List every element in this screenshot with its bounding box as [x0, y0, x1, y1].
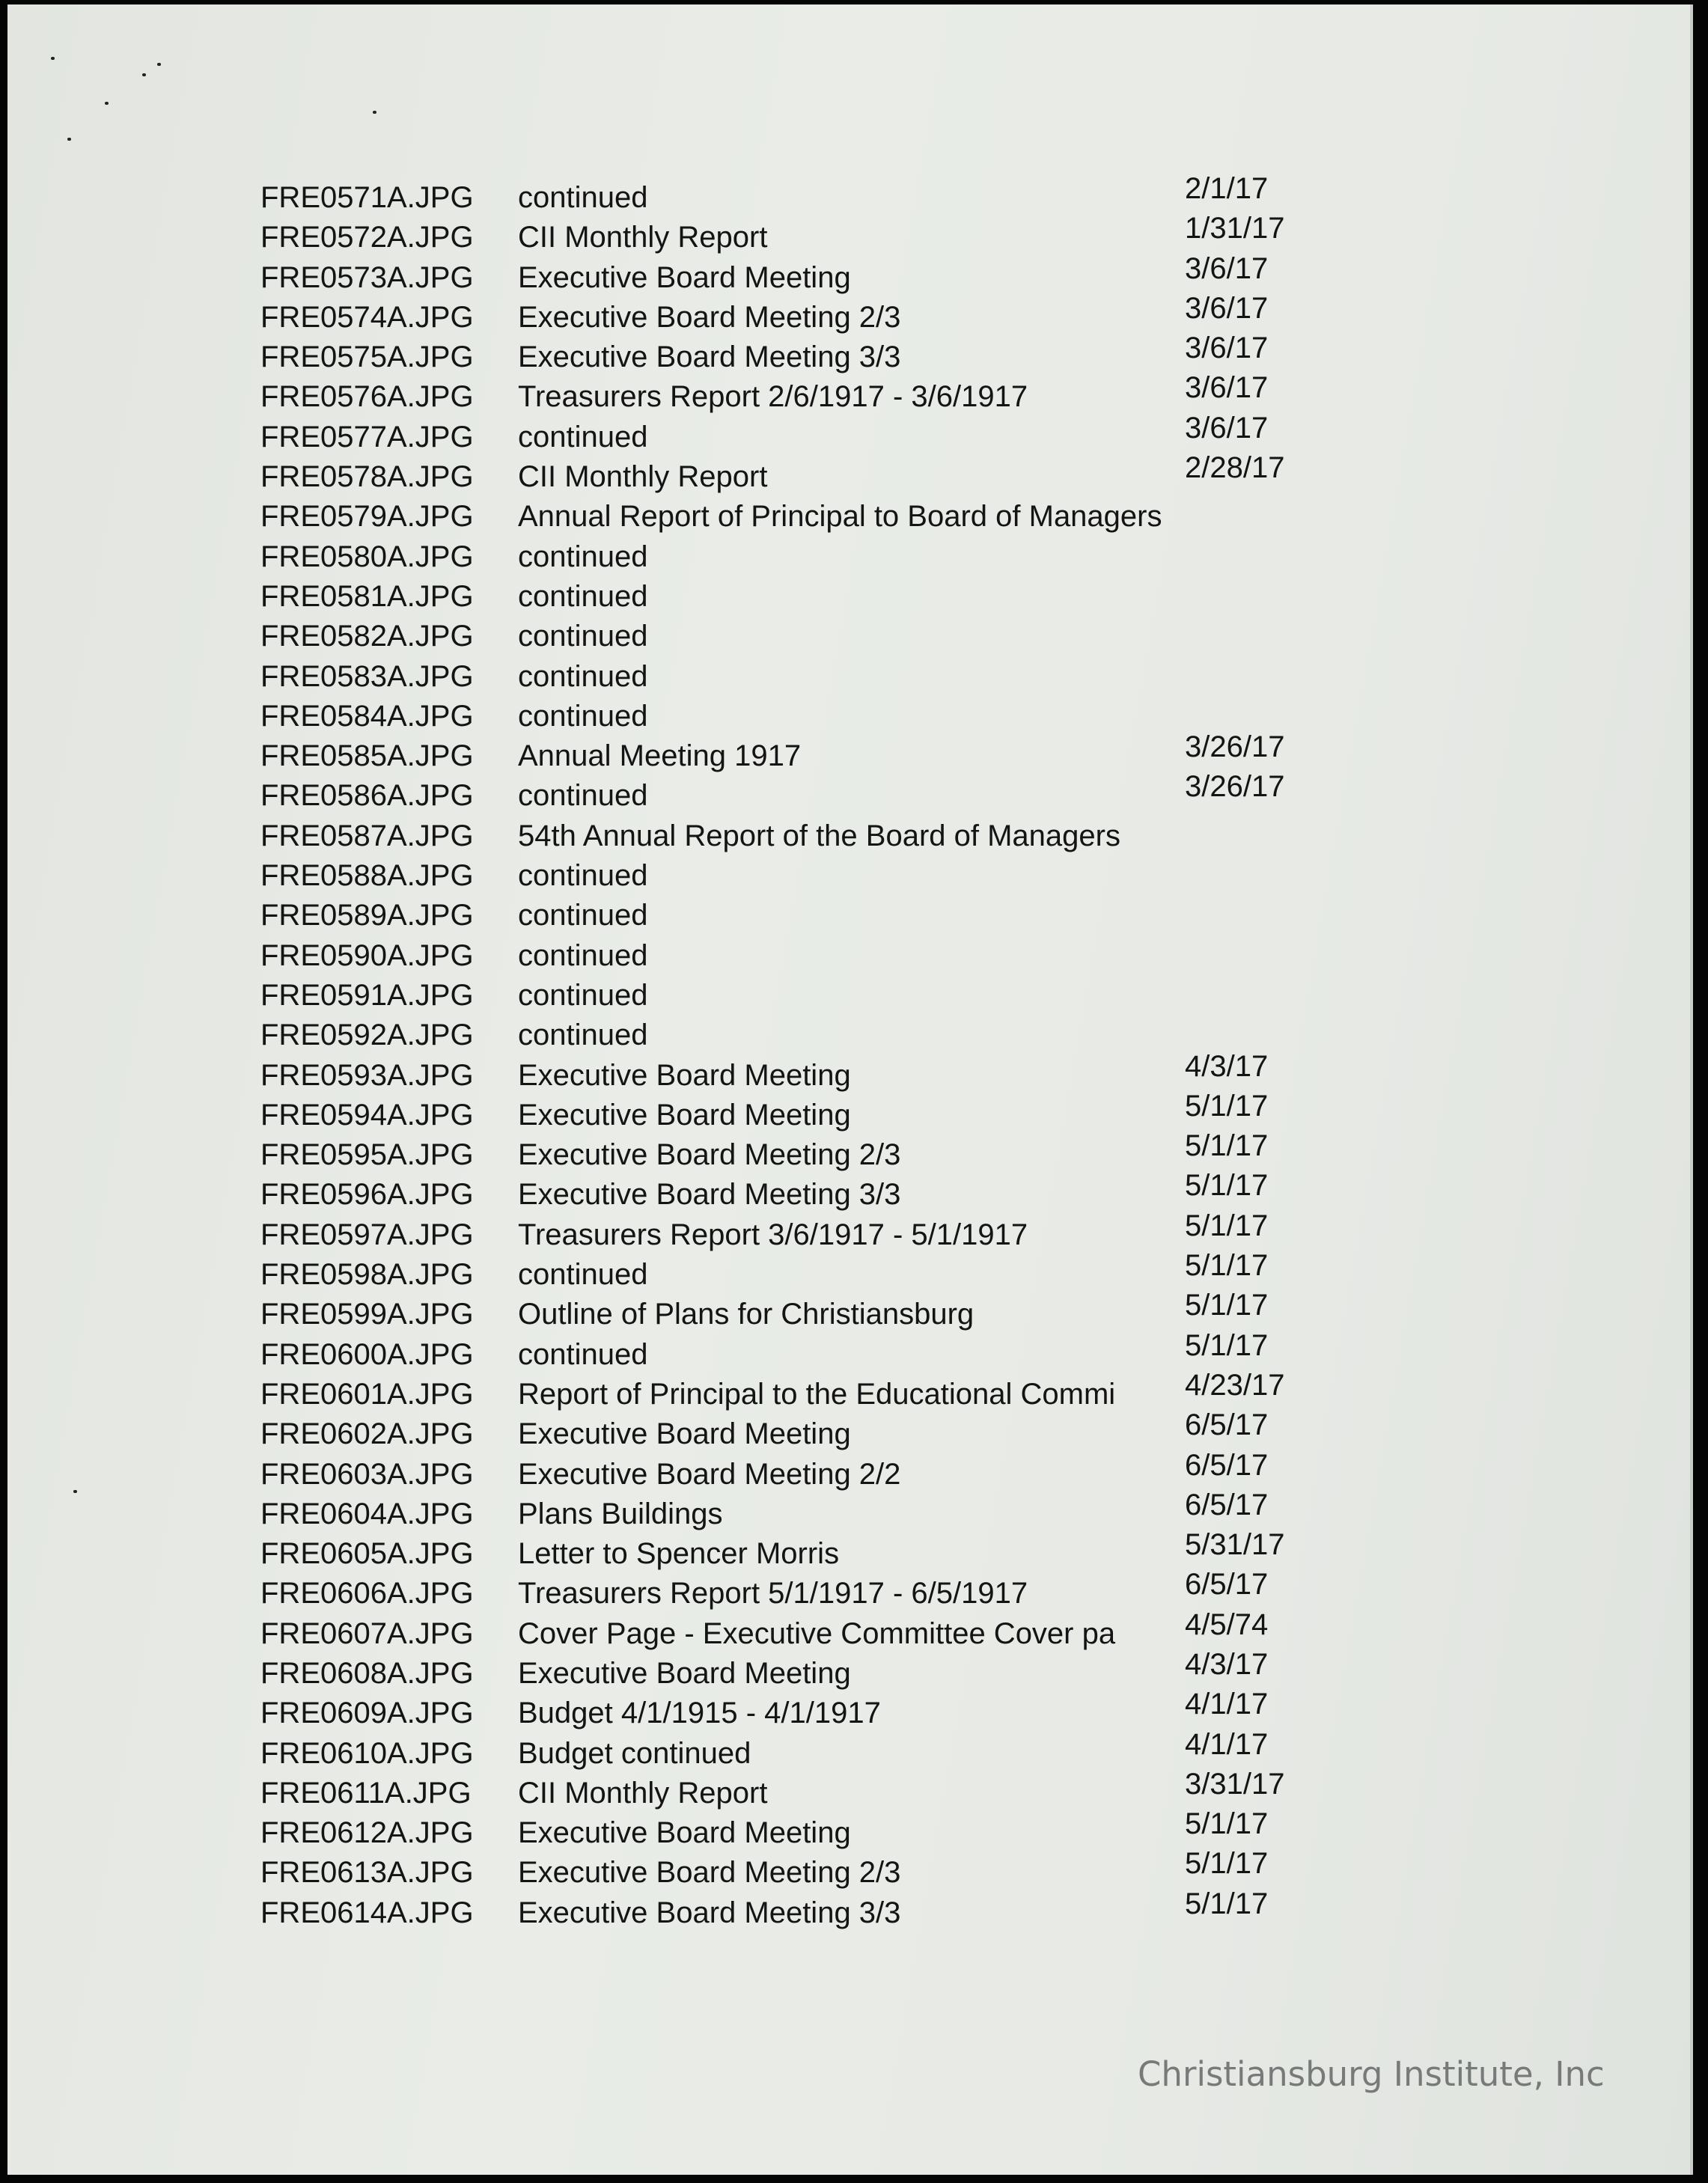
file-name: FRE0602A.JPG: [260, 1417, 474, 1451]
file-name: FRE0587A.JPG: [260, 819, 474, 852]
description: CII Monthly Report: [518, 1776, 768, 1810]
list-item: [260, 1807, 1323, 1853]
date: 3/26/17: [1185, 730, 1285, 764]
list-item: [260, 291, 1323, 338]
date: 4/5/74: [1185, 1608, 1269, 1641]
list-item: [260, 1488, 1323, 1534]
date: 4/3/17: [1185, 1049, 1269, 1083]
list-item: [260, 537, 1323, 577]
date: 5/1/17: [1185, 1169, 1269, 1203]
description: Executive Board Meeting: [518, 260, 851, 294]
list-item: [260, 212, 1323, 257]
file-name: FRE0578A.JPG: [260, 460, 474, 494]
description: Treasurers Report 2/6/1917 - 3/6/1917: [518, 380, 1028, 414]
file-name: FRE0576A.JPG: [260, 380, 474, 414]
date: 3/31/17: [1185, 1767, 1285, 1801]
file-name: FRE0592A.JPG: [260, 1019, 474, 1052]
list-item: [260, 770, 1323, 816]
description: Plans Buildings: [518, 1497, 723, 1530]
list-item: [260, 172, 1323, 218]
file-name: FRE0589A.JPG: [260, 899, 474, 932]
file-name: FRE0595A.JPG: [260, 1138, 474, 1172]
file-name: FRE0604A.JPG: [260, 1497, 474, 1530]
description: continued: [518, 1337, 648, 1371]
list-item: [260, 497, 1323, 537]
date: 5/1/17: [1185, 1249, 1269, 1283]
description: 54th Annual Report of the Board of Managers: [518, 819, 1120, 852]
file-name: FRE0610A.JPG: [260, 1736, 474, 1770]
description: continued: [518, 181, 648, 214]
file-index-list: [260, 172, 1323, 1933]
file-name: FRE0611A.JPG: [260, 1776, 472, 1810]
file-name: FRE0591A.JPG: [260, 978, 474, 1012]
ink-speck: [51, 57, 55, 60]
description: Treasurers Report 5/1/1917 - 6/5/1917: [518, 1577, 1028, 1610]
description: Treasurers Report 3/6/1917 - 5/1/1917: [518, 1218, 1028, 1251]
date: 2/1/17: [1185, 172, 1269, 205]
file-name: FRE0594A.JPG: [260, 1098, 474, 1132]
ink-speck: [373, 111, 376, 114]
list-item: [260, 657, 1323, 697]
list-item: [260, 1568, 1323, 1613]
list-item: [260, 1328, 1323, 1375]
file-name: FRE0612A.JPG: [260, 1816, 474, 1850]
description: continued: [518, 1258, 648, 1292]
description: Budget continued: [518, 1736, 751, 1770]
description: Budget 4/1/1915 - 4/1/1917: [518, 1697, 881, 1730]
date: 1/31/17: [1185, 212, 1285, 245]
description: Outline of Plans for Christiansburg: [518, 1298, 975, 1331]
description: continued: [518, 620, 648, 653]
file-name: FRE0584A.JPG: [260, 699, 474, 733]
list-item: [260, 1727, 1323, 1774]
file-name: FRE0575A.JPG: [260, 341, 474, 374]
file-name: FRE0605A.JPG: [260, 1537, 474, 1571]
list-item: [260, 1408, 1323, 1454]
date: 3/6/17: [1185, 411, 1269, 445]
ink-speck: [105, 102, 109, 105]
description: Annual Meeting 1917: [518, 739, 802, 773]
list-item: [260, 1688, 1323, 1733]
list-item: [260, 251, 1323, 298]
list-item: [260, 816, 1323, 856]
description: CII Monthly Report: [518, 221, 768, 254]
description: Executive Board Meeting 3/3: [518, 341, 901, 374]
date: 4/23/17: [1185, 1368, 1285, 1402]
list-item: [260, 371, 1323, 417]
file-name: FRE0582A.JPG: [260, 620, 474, 653]
list-item: [260, 1249, 1323, 1295]
list-item: [260, 1209, 1323, 1255]
date: 5/1/17: [1185, 1209, 1269, 1242]
file-name: FRE0585A.JPG: [260, 739, 474, 773]
list-item: [260, 697, 1323, 736]
watermark: Christiansburg Institute, Inc: [1138, 2054, 1605, 2094]
description: CII Monthly Report: [518, 460, 768, 494]
file-name: FRE0580A.JPG: [260, 540, 474, 573]
description: continued: [518, 938, 648, 972]
ink-speck: [142, 73, 146, 76]
date: 4/1/17: [1185, 1688, 1269, 1721]
description: Cover Page - Executive Committee Cover pa: [518, 1616, 1116, 1650]
file-name: FRE0588A.JPG: [260, 859, 474, 893]
description: Letter to Spencer Morris: [518, 1537, 840, 1571]
file-name: FRE0581A.JPG: [260, 579, 474, 613]
file-name: FRE0608A.JPG: [260, 1656, 474, 1690]
list-item: [260, 976, 1323, 1016]
file-name: FRE0599A.JPG: [260, 1298, 474, 1331]
date: 5/1/17: [1185, 1328, 1269, 1362]
date: 5/1/17: [1185, 1847, 1269, 1881]
date: 6/5/17: [1185, 1488, 1269, 1521]
description: Report of Principal to the Educational Commi: [518, 1377, 1116, 1411]
list-item: [260, 1049, 1323, 1096]
list-item: [260, 411, 1323, 457]
date: 5/1/17: [1185, 1089, 1269, 1123]
list-item: [260, 1089, 1323, 1135]
description: Executive Board Meeting 2/3: [518, 300, 901, 334]
description: continued: [518, 420, 648, 454]
date: 5/1/17: [1185, 1289, 1269, 1322]
date: 5/31/17: [1185, 1528, 1285, 1562]
date: 3/6/17: [1185, 251, 1269, 285]
list-item: [260, 1608, 1323, 1654]
description: Executive Board Meeting 2/3: [518, 1138, 901, 1172]
description: Executive Board Meeting: [518, 1058, 851, 1092]
description: continued: [518, 899, 648, 932]
file-name: FRE0590A.JPG: [260, 938, 474, 972]
date: 4/3/17: [1185, 1647, 1269, 1681]
file-name: FRE0577A.JPG: [260, 420, 474, 454]
description: Executive Board Meeting: [518, 1656, 851, 1690]
list-item: [260, 577, 1323, 617]
file-name: FRE0606A.JPG: [260, 1577, 474, 1610]
description: continued: [518, 540, 648, 573]
list-item: [260, 730, 1323, 776]
description: Executive Board Meeting 2/2: [518, 1457, 901, 1491]
list-item: [260, 451, 1323, 497]
date: 3/26/17: [1185, 770, 1285, 804]
file-name: FRE0598A.JPG: [260, 1258, 474, 1292]
file-name: FRE0572A.JPG: [260, 221, 474, 254]
list-item: [260, 1647, 1323, 1694]
description: continued: [518, 659, 648, 693]
description: Annual Report of Principal to Board of Managers: [518, 500, 1162, 534]
file-name: FRE0607A.JPG: [260, 1616, 474, 1650]
list-item: [260, 1528, 1323, 1574]
file-name: FRE0574A.JPG: [260, 300, 474, 334]
file-name: FRE0613A.JPG: [260, 1856, 474, 1890]
date: 3/6/17: [1185, 291, 1269, 325]
ink-speck: [73, 1490, 77, 1493]
list-item: [260, 332, 1323, 377]
file-name: FRE0596A.JPG: [260, 1178, 474, 1212]
ink-speck: [67, 138, 71, 141]
description: Executive Board Meeting 3/3: [518, 1178, 901, 1212]
file-name: FRE0603A.JPG: [260, 1457, 474, 1491]
file-name: FRE0609A.JPG: [260, 1697, 474, 1730]
description: Executive Board Meeting: [518, 1816, 851, 1850]
date: 5/1/17: [1185, 1129, 1269, 1163]
list-item: [260, 1368, 1323, 1414]
list-item: [260, 856, 1323, 896]
date: 3/6/17: [1185, 371, 1269, 405]
description: Executive Board Meeting 2/3: [518, 1856, 901, 1890]
ink-speck: [157, 63, 161, 66]
list-item: [260, 936, 1323, 976]
file-name: FRE0601A.JPG: [260, 1377, 474, 1411]
date: 6/5/17: [1185, 1448, 1269, 1482]
file-name: FRE0579A.JPG: [260, 500, 474, 534]
description: Executive Board Meeting 3/3: [518, 1896, 901, 1929]
date: 3/6/17: [1185, 332, 1269, 365]
list-item: [260, 896, 1323, 935]
description: continued: [518, 978, 648, 1012]
description: continued: [518, 859, 648, 893]
list-item: [260, 1129, 1323, 1175]
list-item: [260, 1169, 1323, 1215]
list-item: [260, 1016, 1323, 1055]
description: continued: [518, 699, 648, 733]
file-name: FRE0614A.JPG: [260, 1896, 474, 1929]
file-name: FRE0571A.JPG: [260, 181, 474, 214]
description: Executive Board Meeting: [518, 1417, 851, 1451]
file-name: FRE0573A.JPG: [260, 260, 474, 294]
date: 6/5/17: [1185, 1568, 1269, 1602]
file-name: FRE0600A.JPG: [260, 1337, 474, 1371]
date: 6/5/17: [1185, 1408, 1269, 1442]
date: 2/28/17: [1185, 451, 1285, 485]
date: 5/1/17: [1185, 1807, 1269, 1841]
file-name: FRE0583A.JPG: [260, 659, 474, 693]
date: 4/1/17: [1185, 1727, 1269, 1761]
document-page: [7, 4, 1693, 2175]
file-name: FRE0586A.JPG: [260, 779, 474, 813]
file-name: FRE0597A.JPG: [260, 1218, 474, 1251]
description: Executive Board Meeting: [518, 1098, 851, 1132]
list-item: [260, 1767, 1323, 1813]
file-name: FRE0593A.JPG: [260, 1058, 474, 1092]
list-item: [260, 1847, 1323, 1893]
description: continued: [518, 779, 648, 813]
list-item: [260, 1887, 1323, 1933]
description: continued: [518, 1019, 648, 1052]
list-item: [260, 1289, 1323, 1334]
description: continued: [518, 579, 648, 613]
list-item: [260, 617, 1323, 656]
date: 5/1/17: [1185, 1887, 1269, 1920]
list-item: [260, 1448, 1323, 1494]
